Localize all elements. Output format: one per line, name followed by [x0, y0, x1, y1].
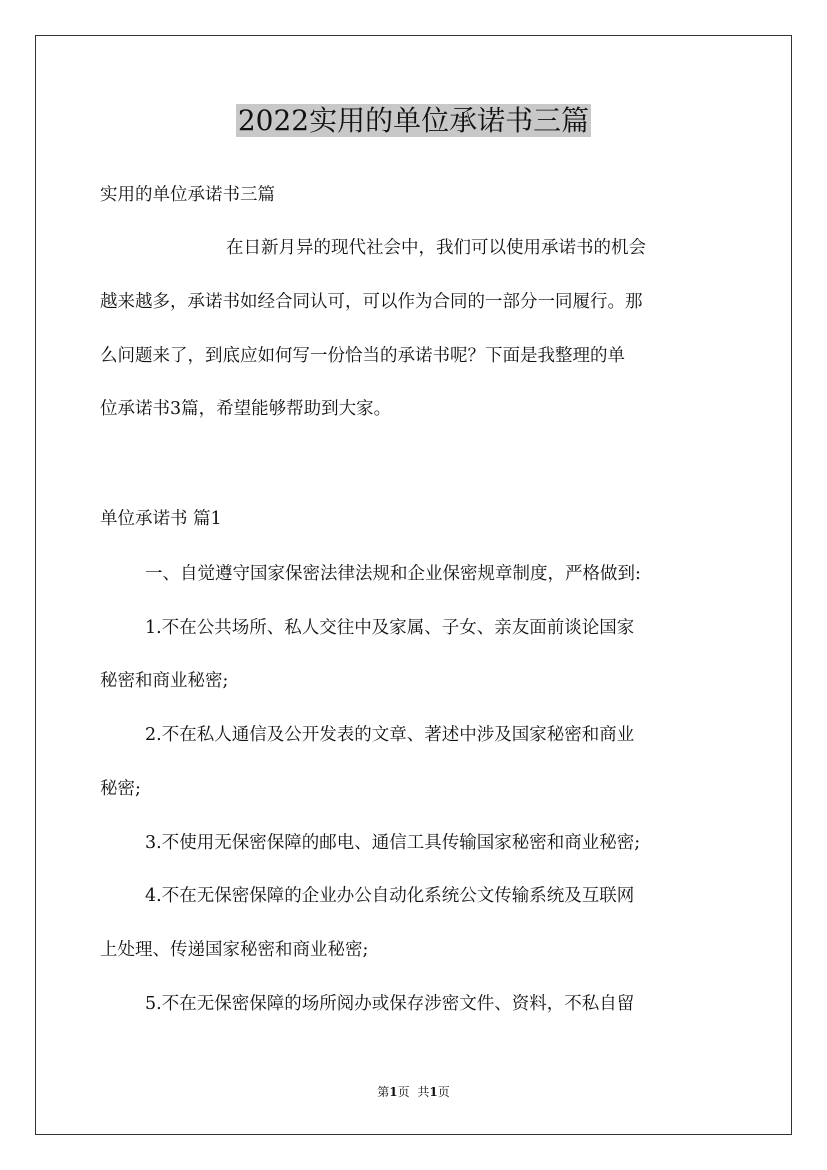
footer-page-prefix: 第: [377, 1085, 390, 1099]
footer-total-number: 1: [429, 1085, 438, 1099]
document-title: [0, 103, 827, 139]
title-text: 2022实用的单位承诺书三篇: [237, 104, 590, 137]
list-item-line: 4.不在无保密保障的企业办公自动化系统公文传输系统及互联网: [145, 886, 635, 906]
list-item-line: 3.不使用无保密保障的邮电、通信工具传输国家秘密和商业秘密;: [145, 833, 641, 853]
list-item-line: 秘密;: [100, 779, 141, 799]
list-item-line: 1.不在公共场所、私人交往中及家属、子女、亲友面前谈论国家: [145, 618, 635, 638]
page-footer: [0, 1084, 827, 1100]
list-item-line: 2.不在私人通信及公开发表的文章、著述中涉及国家秘密和商业: [145, 725, 635, 745]
footer-page-suffix: 页: [397, 1085, 410, 1099]
intro-line: 在日新月异的现代社会中，我们可以使用承诺书的机会: [226, 238, 646, 258]
footer-total-prefix: 共: [417, 1085, 430, 1099]
section-heading: 单位承诺书 篇1: [100, 509, 222, 529]
intro-line: 位承诺书3篇，希望能够帮助到大家。: [100, 399, 392, 419]
intro-line: 越来越多，承诺书如经合同认可，可以作为合同的一部分一同履行。那: [100, 292, 643, 312]
list-item-line: 上处理、传递国家秘密和商业秘密;: [100, 940, 369, 960]
footer-page-number: 1: [389, 1085, 398, 1099]
list-item-line: 秘密和商业秘密;: [100, 671, 229, 691]
item-heading: 一、自觉遵守国家保密法律法规和企业保密规章制度，严格做到:: [145, 564, 641, 584]
intro-line: 么问题来了，到底应如何写一份恰当的承诺书呢？下面是我整理的单: [100, 346, 625, 366]
footer-total-suffix: 页: [437, 1085, 450, 1099]
subtitle: 实用的单位承诺书三篇: [100, 185, 275, 205]
list-item-line: 5.不在无保密保障的场所阅办或保存涉密文件、资料，不私自留: [145, 994, 635, 1014]
